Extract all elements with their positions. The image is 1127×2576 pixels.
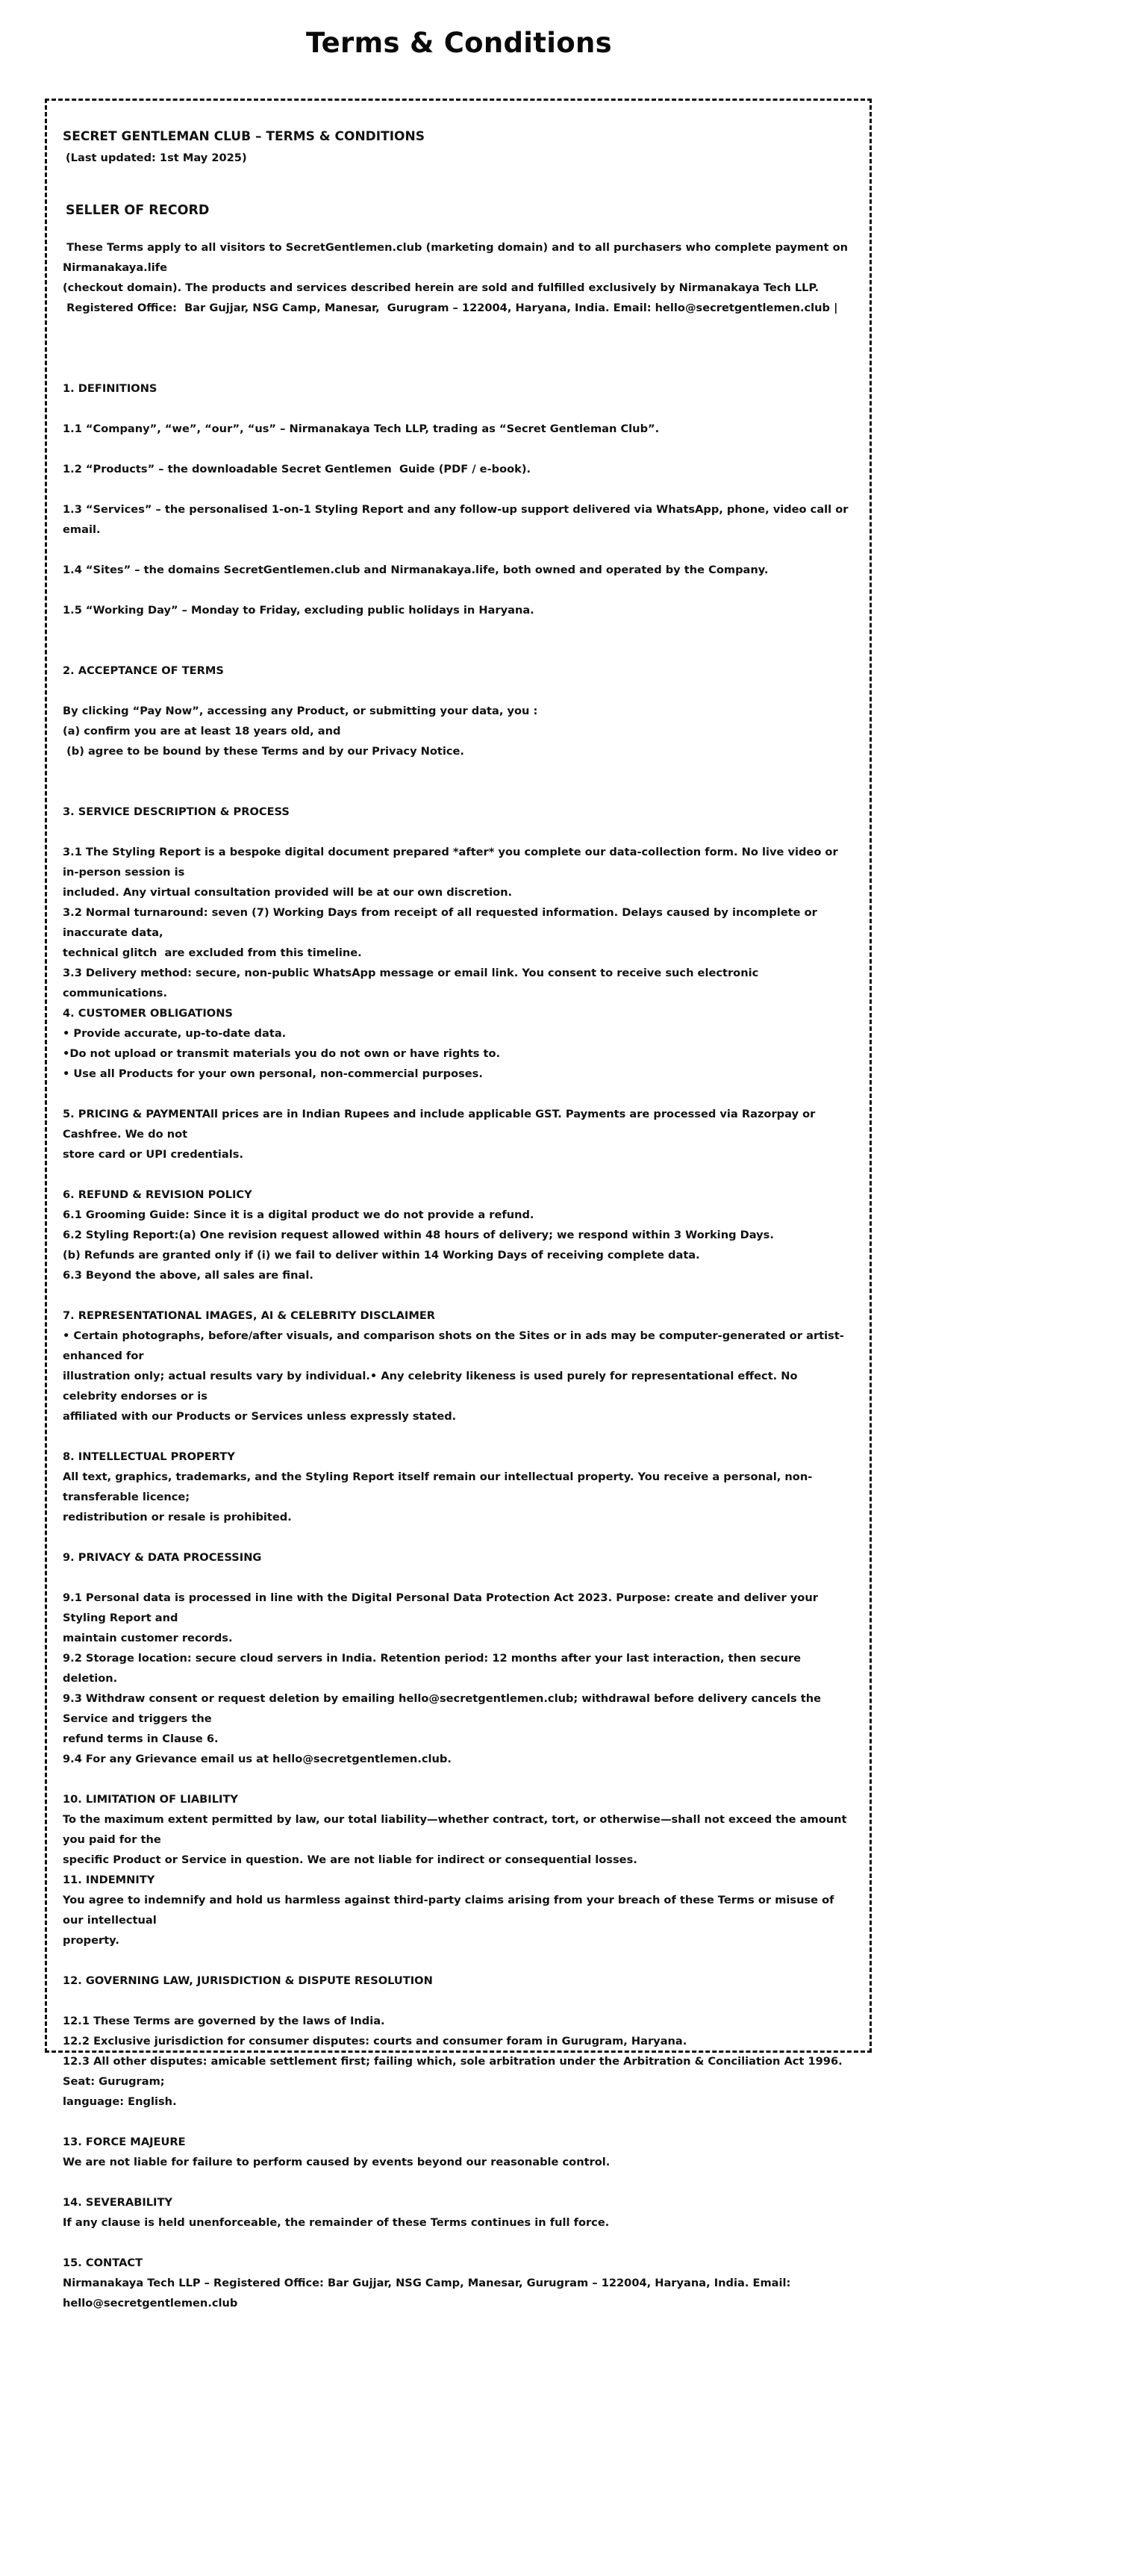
service-line: 3.1 The Styling Report is a bespoke digital document prepared *after* you complete our data-collection form. No live video or in-person session is (63, 846, 842, 879)
governing-law-line: 12.1 These Terms are governed by the laws of India. (63, 2015, 385, 2027)
intro-line: Registered Office: Bar Gujjar, NSG Camp, Manesar, Gurugram – 122004, Haryana, India. Email: hello@secretgentlemen.club | (63, 302, 838, 314)
pricing-line: store card or UPI credentials. (63, 1148, 243, 1161)
liability-line: specific Product or Service in question. We are not liable for indirect or consequential losses. (63, 1853, 637, 1866)
section-heading-refund: 6. REFUND & REVISION POLICY (63, 1188, 252, 1201)
indemnity-line: You agree to indemnify and hold us harmless against third-party claims arising from your breach of these Terms or misuse of our intellectual (63, 1894, 838, 1927)
section-heading-indemnity: 11. INDEMNITY (63, 1874, 155, 1886)
privacy-line: 9.3 Withdraw consent or request deletion by emailing hello@secretgentlemen.club; withdrawal before delivery cancels the Service and triggers the (63, 1692, 825, 1725)
section-heading-obligations: 4. CUSTOMER OBLIGATIONS (63, 1007, 233, 1020)
intro-line: (checkout domain). The products and services described herein are sold and fulfilled exclusively by Nirmanakaya Tech LLP. (63, 281, 820, 294)
section-heading-contact: 15. CONTACT (63, 2257, 143, 2269)
refund-line: (b) Refunds are granted only if (i) we fail to deliver within 14 Working Days of receiving complete data. (63, 1249, 700, 1262)
privacy-line: maintain customer records. (63, 1632, 233, 1644)
section-heading-privacy: 9. PRIVACY & DATA PROCESSING (63, 1551, 262, 1564)
disclaimer-line: affiliated with our Products or Services unless expressly stated. (63, 1410, 457, 1423)
liability-line: To the maximum extent permitted by law, our total liability—whether contract, tort, or otherwise—shall not exceed the amount you paid for the (63, 1813, 851, 1846)
service-line: technical glitch are excluded from this timeline. (63, 946, 362, 959)
document-title: SECRET GENTLEMAN CLUB – TERMS & CONDITIONS (63, 129, 425, 144)
section-heading-definitions: 1. DEFINITIONS (63, 382, 157, 395)
disclaimer-line: • Certain photographs, before/after visuals, and comparison shots on the Sites or in ads may be computer-generated or artist-enhanced for (63, 1329, 844, 1362)
service-line: included. Any virtual consultation provided will be at our own discretion. (63, 886, 513, 899)
ip-line: All text, graphics, trademarks, and the Styling Report itself remain our intellectual property. You receive a personal, non-transferable licence; (63, 1471, 813, 1503)
pricing-line: 5. PRICING & PAYMENTAll prices are in Indian Rupees and include applicable GST. Payments are processed via Razorpay or Cashfree. We do not (63, 1108, 820, 1141)
definition-item: 1.4 “Sites” – the domains SecretGentlemen.club and Nirmanakaya.life, both owned and operated by the Company. (63, 564, 769, 576)
definition-item: 1.2 “Products” – the downloadable Secret Gentlemen Guide (PDF / e-book). (63, 463, 531, 475)
obligation-item: • Use all Products for your own personal, non-commercial purposes. (63, 1067, 483, 1080)
disclaimer-line: illustration only; actual results vary by individual.• Any celebrity likeness is used purely for representational effect. No celebrity endorses or is (63, 1370, 802, 1403)
section-heading-acceptance: 2. ACCEPTANCE OF TERMS (63, 664, 224, 677)
acceptance-line: By clicking “Pay Now”, accessing any Product, or submitting your data, you : (63, 705, 538, 717)
governing-law-line: 12.3 All other disputes: amicable settlement first; failing which, sole arbitration under the Arbitration & Conciliation Act 1996. Seat: Gurugram; (63, 2055, 846, 2088)
governing-law-line: 12.2 Exclusive jurisdiction for consumer disputes: courts and consumer foram in Gurugram, Haryana. (63, 2035, 687, 2048)
section-heading-service: 3. SERVICE DESCRIPTION & PROCESS (63, 805, 290, 818)
obligation-item: •Do not upload or transmit materials you do not own or have rights to. (63, 1047, 501, 1060)
acceptance-line: (a) confirm you are at least 18 years old, and (63, 725, 341, 737)
refund-line: 6.3 Beyond the above, all sales are final. (63, 1269, 313, 1282)
section-heading-ip: 8. INTELLECTUAL PROPERTY (63, 1450, 235, 1463)
section-heading-governing-law: 12. GOVERNING LAW, JURISDICTION & DISPUTE RESOLUTION (63, 1974, 433, 1987)
terms-content (63, 125, 854, 2313)
refund-line: 6.1 Grooming Guide: Since it is a digital product we do not provide a refund. (63, 1209, 534, 1221)
intro-line: These Terms apply to all visitors to SecretGentlemen.club (marketing domain) and to all purchasers who complete payment on Nirmanakaya.life (63, 241, 852, 274)
privacy-line: 9.1 Personal data is processed in line with the Digital Personal Data Protection Act 2023. Purpose: create and deliver your Styling Report and (63, 1591, 822, 1624)
contact-email: hello@secretgentlemen.club (63, 2297, 238, 2310)
section-heading-severability: 14. SEVERABILITY (63, 2196, 173, 2209)
definition-item: 1.5 “Working Day” – Monday to Friday, excluding public holidays in Haryana. (63, 604, 534, 617)
privacy-line: 9.4 For any Grievance email us at hello@secretgentlemen.club. (63, 1753, 452, 1765)
severability-line: If any clause is held unenforceable, the remainder of these Terms continues in full force. (63, 2216, 610, 2229)
indemnity-line: property. (63, 1934, 119, 1947)
page-title: Terms & Conditions (306, 27, 612, 59)
force-majeure-line: We are not liable for failure to perform caused by events beyond our reasonable control. (63, 2156, 611, 2168)
contact-line: Nirmanakaya Tech LLP – Registered Office: Bar Gujjar, NSG Camp, Manesar, Gurugram – 122004, Haryana, India. Email: (63, 2277, 791, 2289)
section-heading-force-majeure: 13. FORCE MAJEURE (63, 2136, 186, 2148)
obligation-item: • Provide accurate, up-to-date data. (63, 1027, 287, 1040)
section-heading-disclaimer: 7. REPRESENTATIONAL IMAGES, AI & CELEBRITY DISCLAIMER (63, 1309, 436, 1322)
seller-of-record-heading: SELLER OF RECORD (66, 203, 210, 218)
terms-container (45, 99, 872, 2310)
governing-law-line: language: English. (63, 2095, 177, 2108)
service-line: 3.3 Delivery method: secure, non-public WhatsApp message or email link. You consent to receive such electronic communications. (63, 967, 763, 999)
privacy-line: refund terms in Clause 6. (63, 1733, 219, 1745)
acceptance-line: (b) agree to be bound by these Terms and by our Privacy Notice. (63, 745, 464, 758)
service-line: 3.2 Normal turnaround: seven (7) Working Days from receipt of all requested information. Delays caused by incomplete or inaccurate data, (63, 906, 821, 939)
section-heading-liability: 10. LIMITATION OF LIABILITY (63, 1793, 238, 1806)
privacy-line: 9.2 Storage location: secure cloud servers in India. Retention period: 12 months after your last interaction, then secure deletion. (63, 1652, 805, 1685)
last-updated-date: (Last updated: 1st May 2025) (66, 152, 247, 164)
refund-line: 6.2 Styling Report:(a) One revision request allowed within 48 hours of delivery; we respond within 3 Working Days. (63, 1229, 774, 1241)
definition-item: 1.3 “Services” – the personalised 1-on-1 Styling Report and any follow-up support delivered via WhatsApp, phone, video call or email. (63, 503, 852, 536)
ip-line: redistribution or resale is prohibited. (63, 1511, 292, 1524)
definition-item: 1.1 “Company”, “we”, “our”, “us” – Nirmanakaya Tech LLP, trading as “Secret Gentleman Club”. (63, 422, 660, 435)
